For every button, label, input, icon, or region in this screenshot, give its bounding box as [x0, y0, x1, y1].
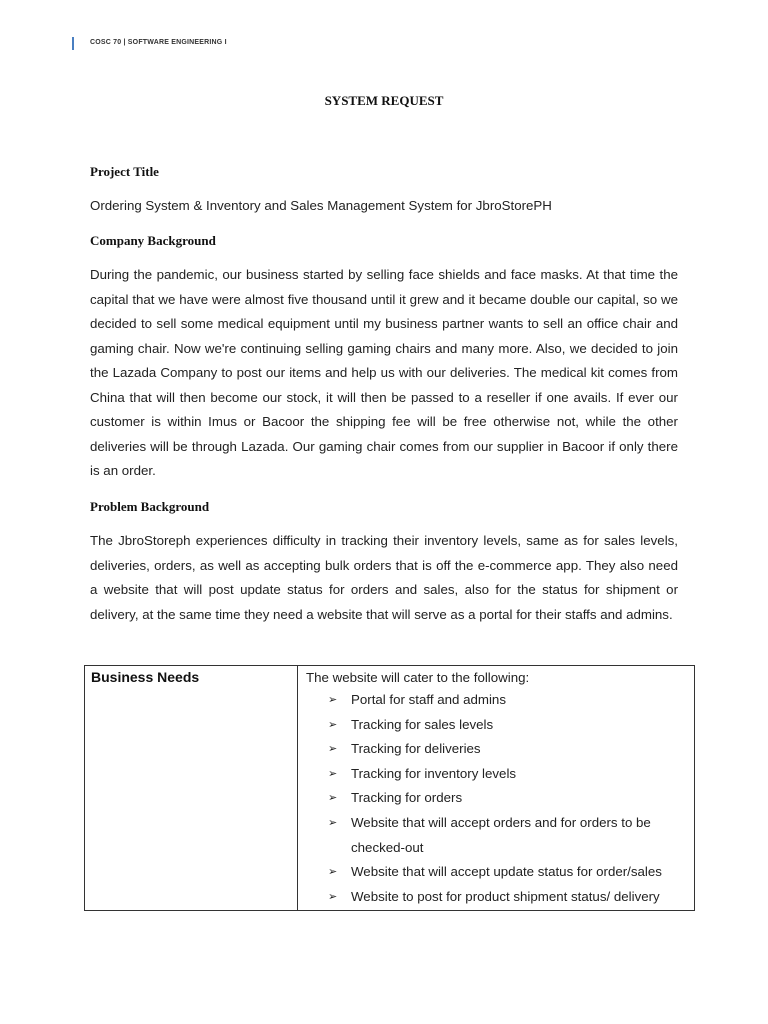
- company-background-paragraph: During the pandemic, our business started by selling face shields and face masks. At that time the capital that we have were almost five thousand until it grew and it became double our capital, so we decided to sell some medical equipment until my business partner wants to sell an office chair and gaming chair. Now we're continuing selling gaming chairs and many more. Also, we decided to join the Lazada Company to post our items and help us with our deliveries. The medical kit comes from China that will then become our stock, it will then be passed to a reseller if one avails. If ever our customer is within Imus or Bacoor the shipping fee will be free otherwise not, while the other deliveries will be through Lazada. Our gaming chair comes from our supplier in Bacoor if only there is an order.: [90, 267, 678, 478]
- arrow-bullet-icon: ➢: [328, 718, 338, 731]
- business-needs-intro: The website will cater to the following:: [306, 670, 530, 685]
- project-title-heading: Project Title: [90, 164, 159, 179]
- arrow-bullet-icon: ➢: [328, 792, 338, 805]
- company-background-heading: Company Background: [90, 233, 216, 248]
- business-needs-label: Business Needs: [85, 666, 298, 910]
- list-item: ➢ Website that will accept update status for order/sales: [328, 860, 681, 885]
- list-item: ➢ Tracking for orders: [328, 786, 681, 811]
- list-item: ➢ Website to post for product shipment status/ delivery: [328, 885, 681, 910]
- business-needs-list: [306, 688, 694, 909]
- arrow-bullet-icon: ➢: [328, 816, 338, 829]
- business-needs-table: [84, 665, 695, 911]
- problem-background-heading: Problem Background: [90, 499, 210, 514]
- arrow-bullet-icon: ➢: [328, 767, 338, 780]
- business-needs-content: [298, 666, 694, 910]
- list-item: ➢ Tracking for sales levels: [328, 713, 681, 738]
- list-item: ➢ Portal for staff and admins: [328, 688, 681, 713]
- problem-background-paragraph: The JbroStoreph experiences difficulty in tracking their inventory levels, same as for sales levels, deliveries, orders, as well as accepting bulk orders that is off the e-commerce app. They also need a website that will post update status for orders and sales, also for the status for shipment or delivery, at the same time they need a website that will serve as a portal for their staffs and admins.: [90, 533, 678, 622]
- running-header: COSC 70 | SOFTWARE ENGINEERING I: [90, 39, 227, 46]
- list-item: ➢ Website that will accept orders and for orders to be checked-out: [328, 811, 681, 860]
- list-item: ➢ Tracking for deliveries: [328, 737, 681, 762]
- document-title: SYSTEM REQUEST: [324, 93, 444, 108]
- list-item: ➢ Tracking for inventory levels: [328, 762, 681, 787]
- arrow-bullet-icon: ➢: [328, 743, 338, 756]
- project-title-text: Ordering System & Inventory and Sales Management System for JbroStorePH: [90, 198, 552, 213]
- arrow-bullet-icon: ➢: [328, 866, 338, 879]
- header-accent-bar: [72, 37, 74, 50]
- arrow-bullet-icon: ➢: [328, 694, 338, 706]
- arrow-bullet-icon: ➢: [328, 890, 338, 903]
